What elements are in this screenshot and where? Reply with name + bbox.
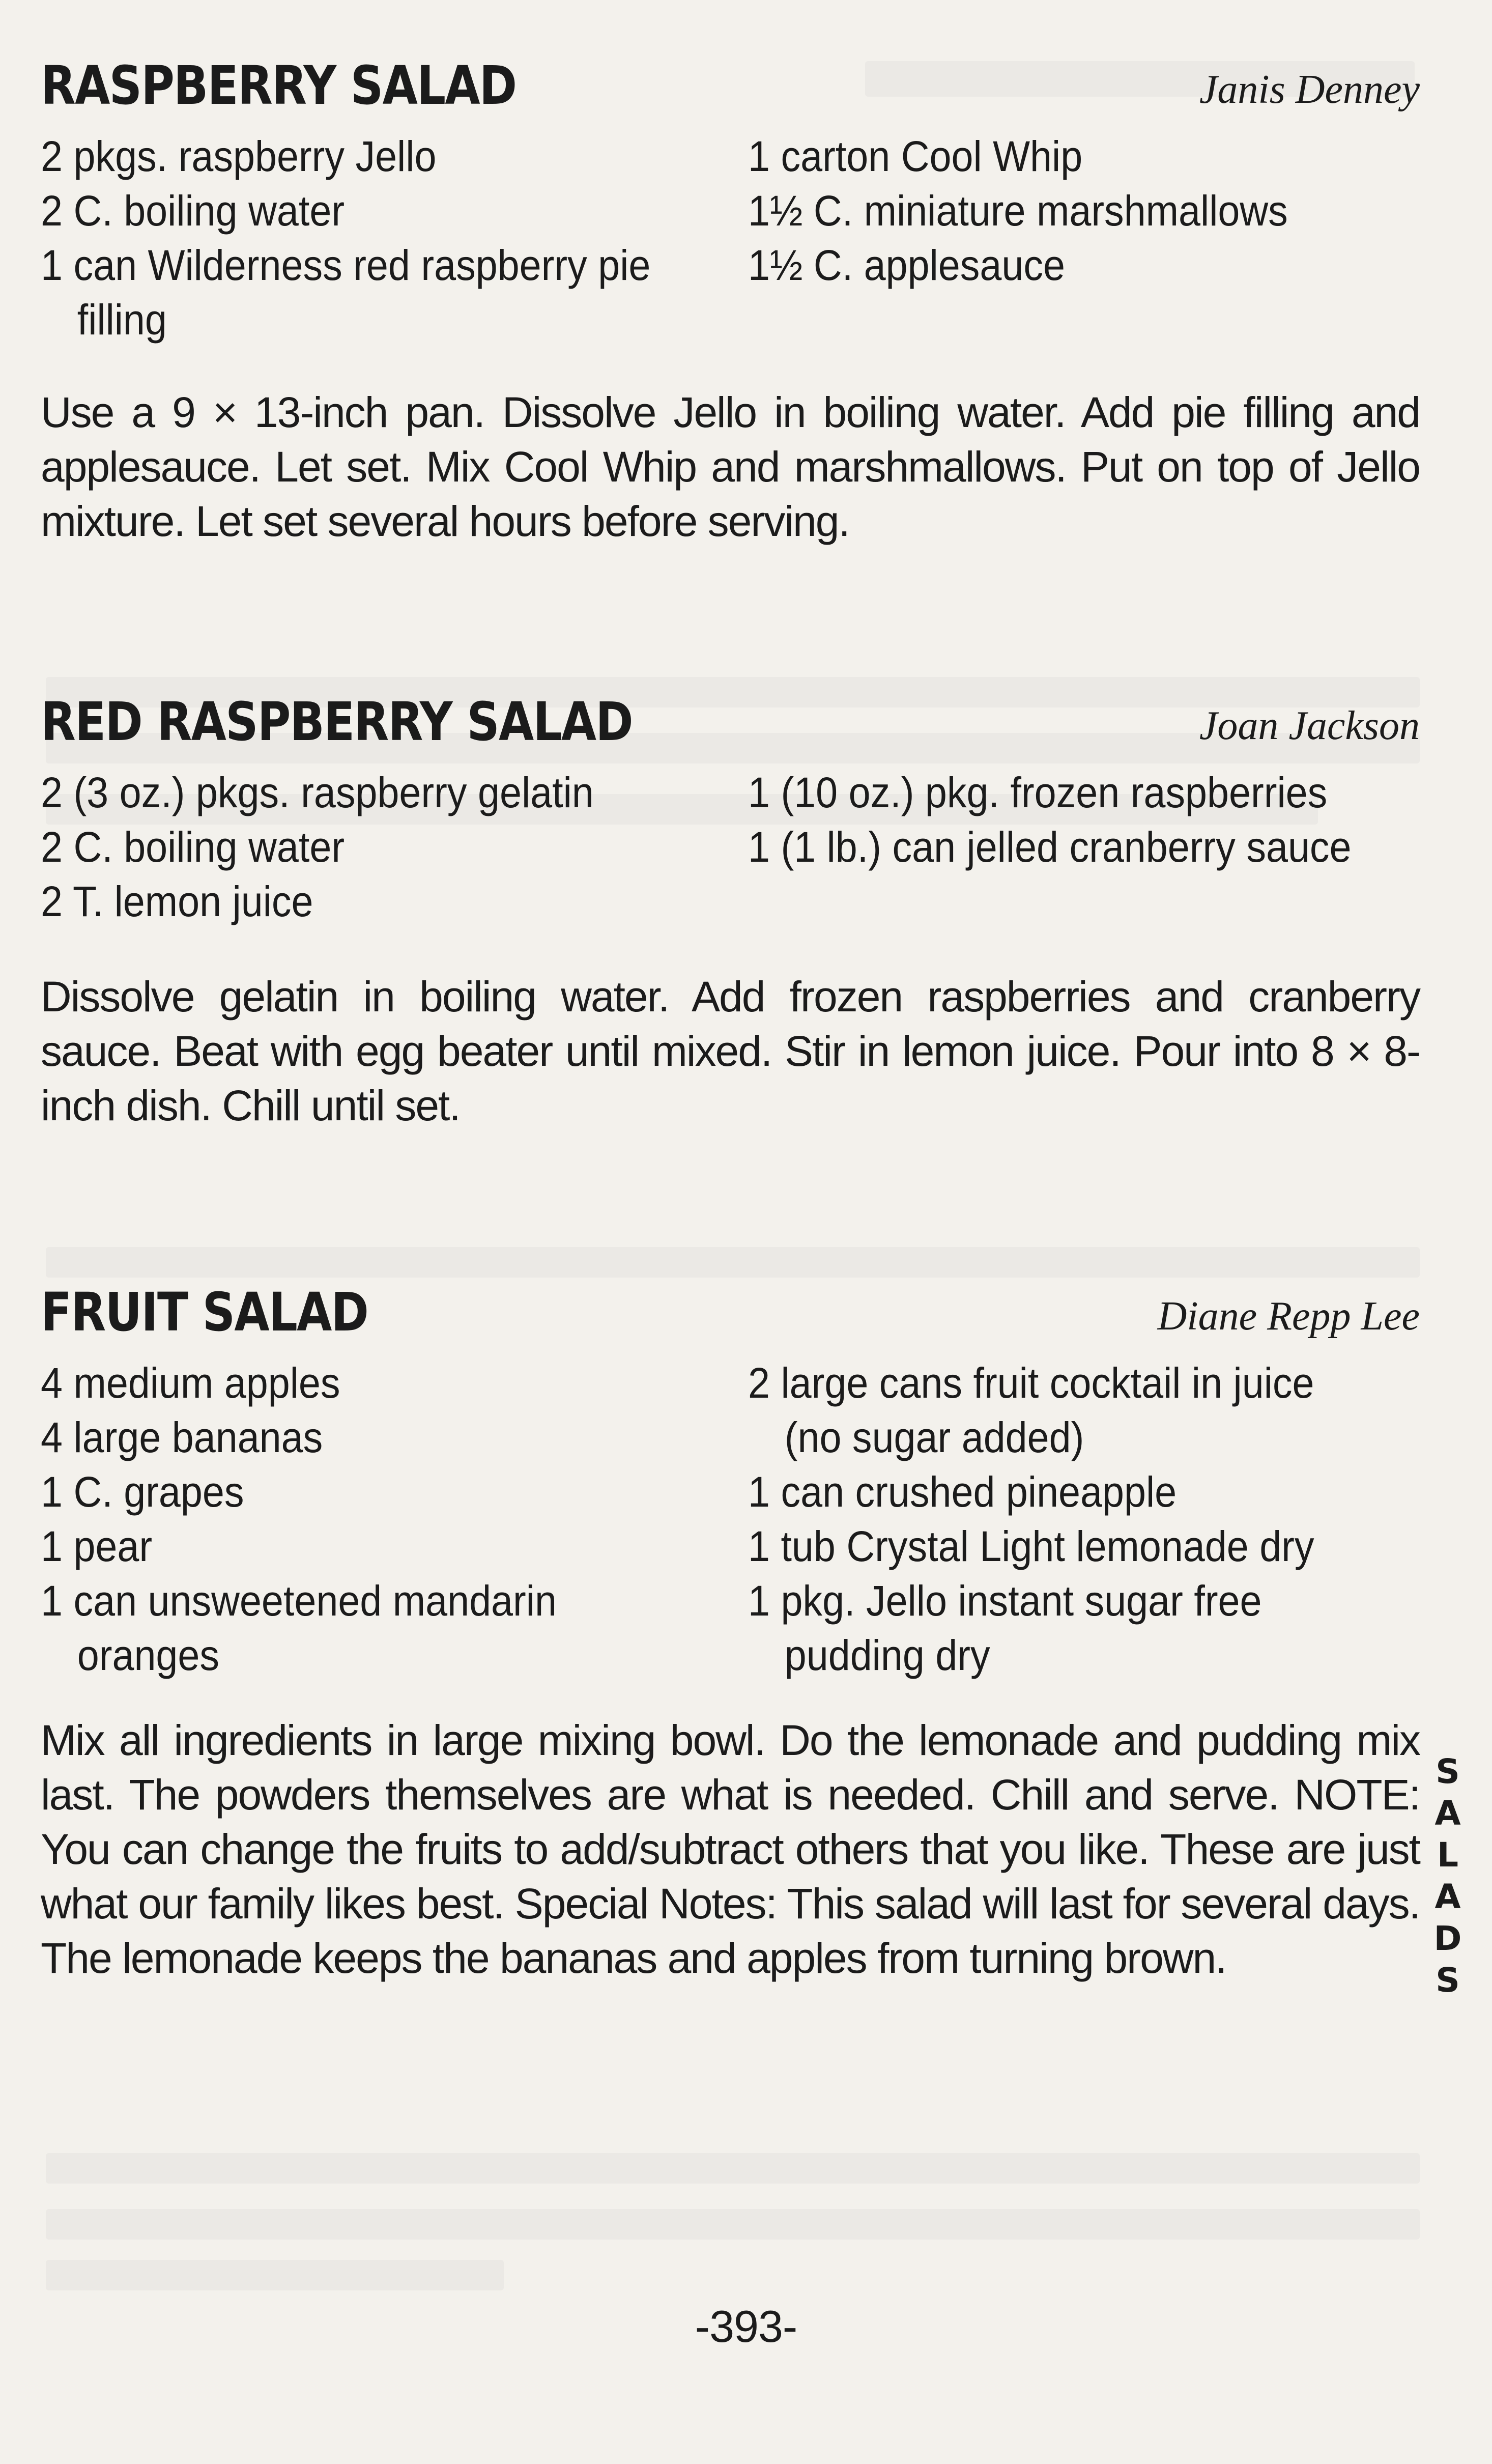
ingredient-item: 1 can unsweetened mandarin oranges xyxy=(41,1577,557,1679)
ingredient-item: 1 can Wilderness red raspberry pie filling xyxy=(41,241,651,344)
recipe-fruit-salad xyxy=(41,1272,1420,1986)
ingredient-item: 1 pkg. Jello instant sugar free pudding dry xyxy=(748,1577,1262,1679)
ingredient-item: 1 tub Crystal Light lemonade dry xyxy=(748,1522,1314,1570)
recipe-author: Joan Jackson xyxy=(1199,703,1420,748)
ingredient-item: 4 large bananas xyxy=(41,1413,323,1461)
ingredient-item: 1 can crushed pineapple xyxy=(748,1468,1177,1516)
recipe-header xyxy=(41,46,1420,117)
ingredients-list xyxy=(41,129,1420,347)
recipe-raspberry-salad xyxy=(41,46,1420,549)
recipe-red-raspberry-salad xyxy=(41,682,1420,1133)
ingredient-item: 1½ C. miniature marshmallows xyxy=(748,187,1288,235)
ingredient-item: 1 C. grapes xyxy=(41,1468,244,1516)
recipe-title: RED RASPBERRY SALAD xyxy=(41,691,633,753)
ingredient-item: 2 T. lemon juice xyxy=(41,877,313,925)
ingredients-column-left xyxy=(41,1356,748,1683)
section-tab-salads xyxy=(1427,1751,1468,2001)
tab-letter: S xyxy=(1436,1961,1460,2000)
ingredient-item: 1 (10 oz.) pkg. frozen raspberries xyxy=(748,769,1328,816)
ingredient-item: 2 C. boiling water xyxy=(41,187,345,235)
ingredients-column-right xyxy=(748,129,1420,347)
recipe-directions: Use a 9 × 13-inch pan. Dissolve Jello in boiling water. Add pie filling and applesauce. Let set. Mix Cool Whip and marshmallows. Put on top of Jello mixture. Let set several hours before serving. xyxy=(41,388,1420,545)
recipe-header xyxy=(41,1272,1420,1343)
page-number: -393- xyxy=(695,2301,797,2352)
tab-letter: A xyxy=(1434,1794,1461,1833)
ingredient-item: 2 C. boiling water xyxy=(41,823,345,871)
recipe-title: FRUIT SALAD xyxy=(41,1281,368,1343)
ingredient-item: 1 (1 lb.) can jelled cranberry sauce xyxy=(748,823,1352,871)
ingredients-column-left xyxy=(41,766,748,929)
recipe-author: Janis Denney xyxy=(1199,67,1420,112)
ingredients-column-left xyxy=(41,129,748,347)
ingredients-list xyxy=(41,766,1420,929)
ingredient-item: 2 (3 oz.) pkgs. raspberry gelatin xyxy=(41,769,594,816)
ingredient-item: 2 large cans fruit cocktail in juice (no sugar added) xyxy=(748,1359,1314,1461)
ingredient-item: 1½ C. applesauce xyxy=(748,241,1065,289)
tab-letter: D xyxy=(1433,1919,1462,1958)
ingredient-item: 2 pkgs. raspberry Jello xyxy=(41,132,437,180)
tab-letter: S xyxy=(1436,1752,1460,1791)
recipe-author: Diane Repp Lee xyxy=(1157,1294,1420,1339)
ingredients-column-right xyxy=(748,1356,1420,1683)
recipe-directions: Mix all ingredients in large mixing bowl. Do the lemonade and pudding mix last. The powders themselves are what is needed. Chill and serve. NOTE: You can change the fruits to add/subtract others that you like. These are just what our family likes best. Special Notes: This salad will last for several days. The lemonade keeps the bananas and apples from turning brown. xyxy=(41,1716,1420,1982)
tab-letter: L xyxy=(1437,1835,1459,1875)
recipe-directions: Dissolve gelatin in boiling water. Add frozen raspberries and cranberry sauce. Beat with egg beater until mixed. Stir in lemon juice. Pour into 8 × 8-inch dish. Chill until set. xyxy=(41,973,1420,1129)
ingredient-item: 1 carton Cool Whip xyxy=(748,132,1083,180)
ingredients-column-right xyxy=(748,766,1420,929)
tab-letter: A xyxy=(1434,1877,1461,1916)
ingredients-list xyxy=(41,1356,1420,1683)
ingredient-item: 4 medium apples xyxy=(41,1359,340,1407)
recipe-title: RASPBERRY SALAD xyxy=(41,54,517,117)
recipe-header xyxy=(41,682,1420,753)
ingredient-item: 1 pear xyxy=(41,1522,153,1570)
